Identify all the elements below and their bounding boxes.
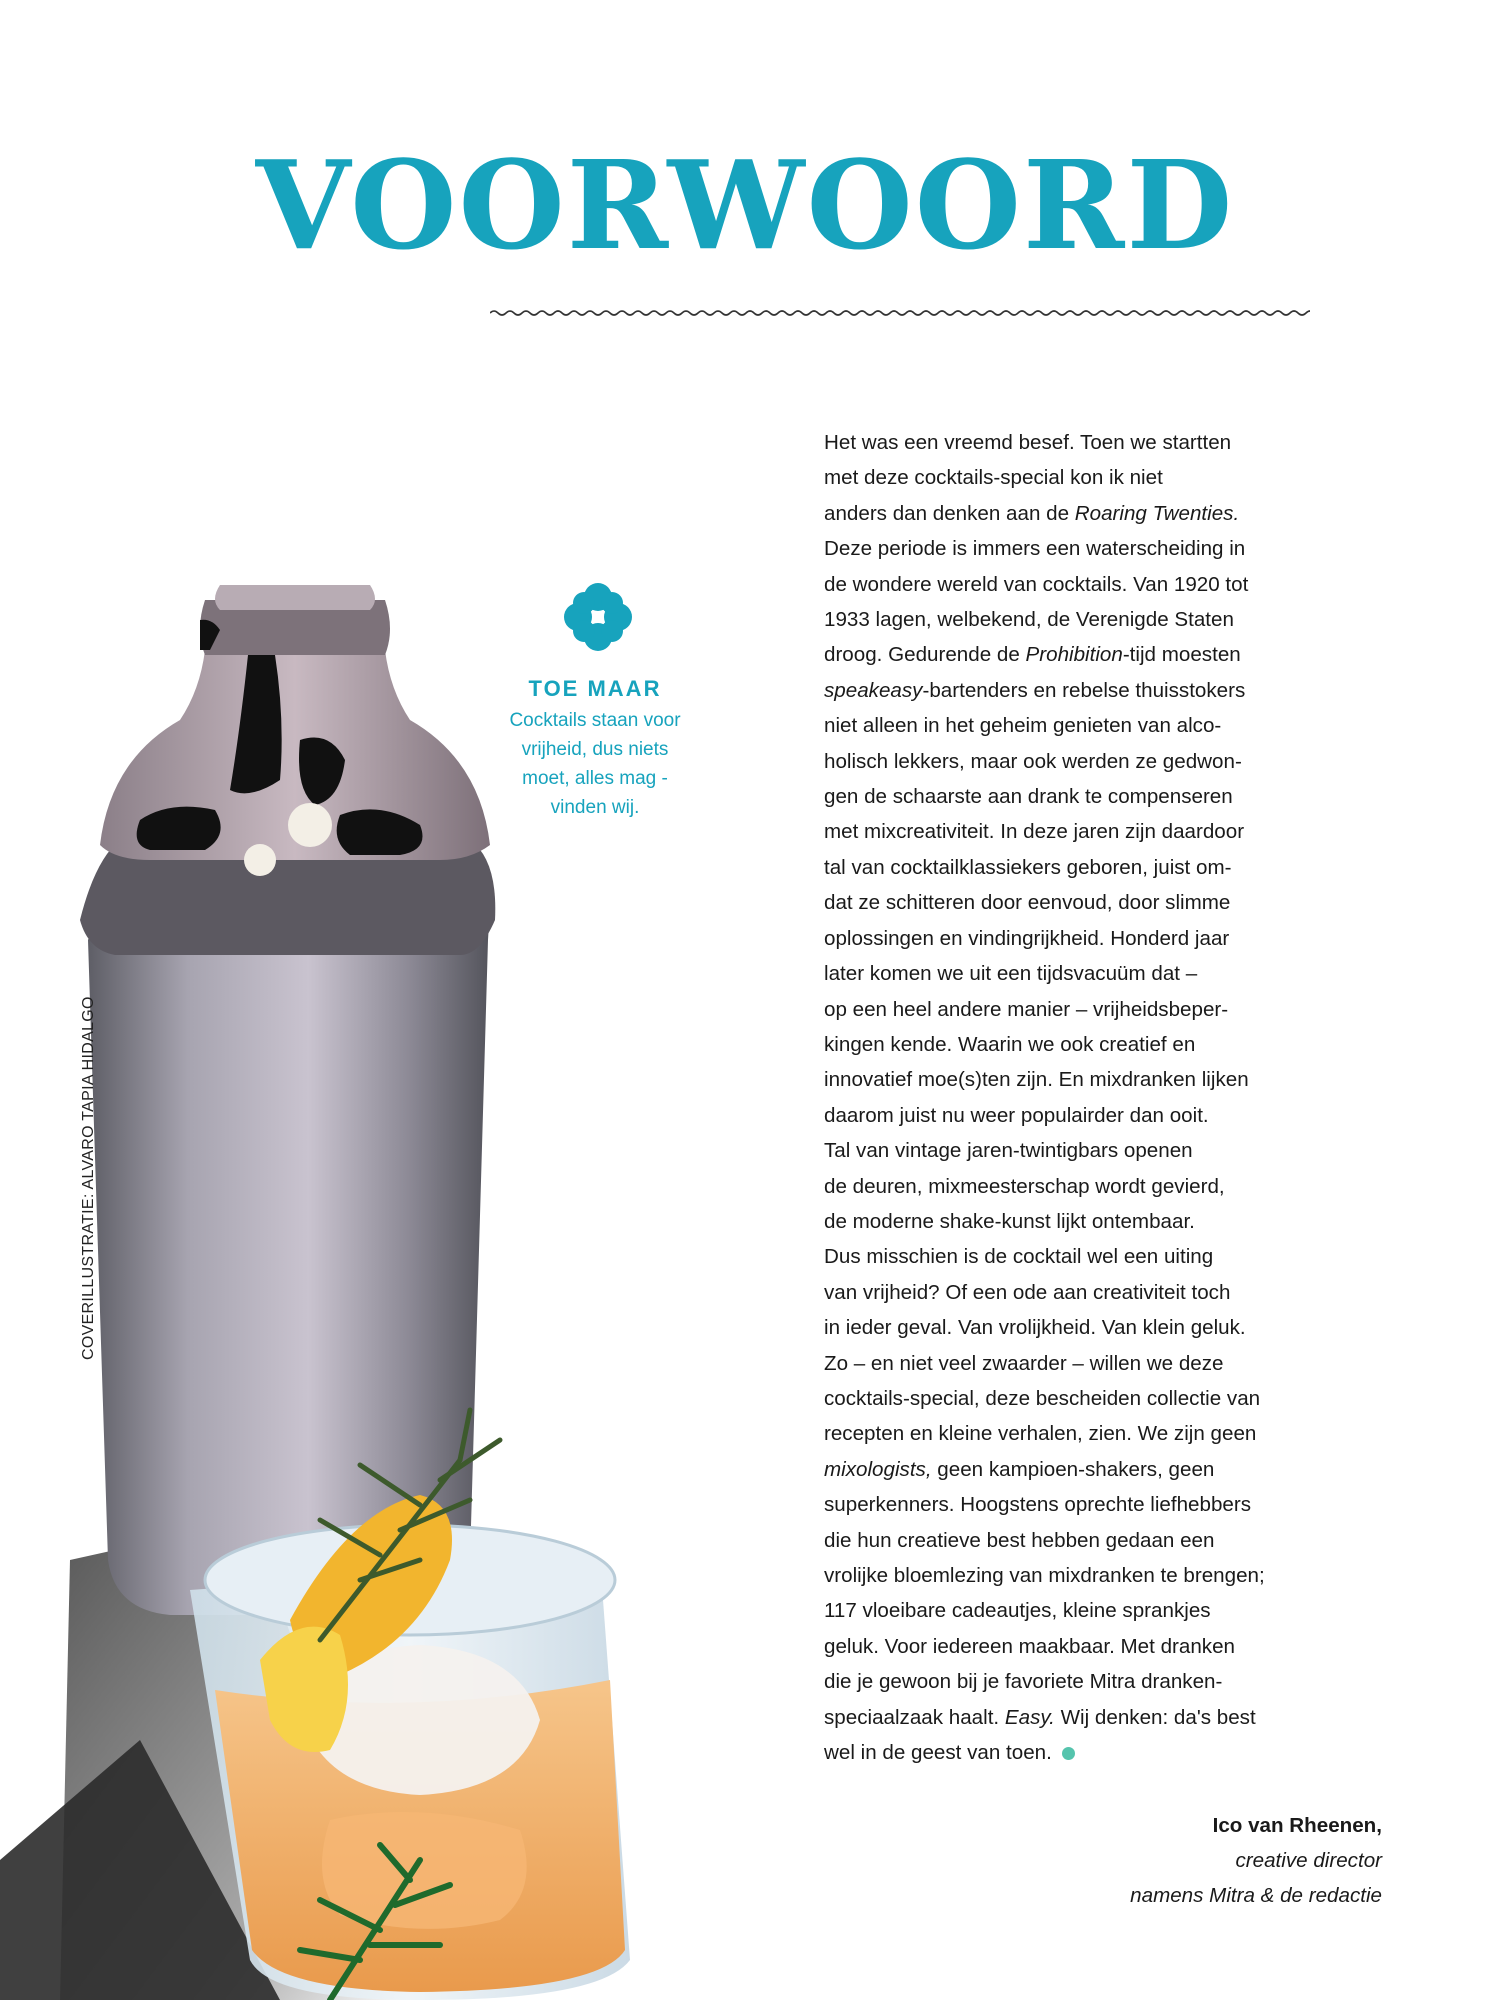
body-line: dat ze schitteren door eenvoud, door slimme (824, 891, 1231, 915)
body-line: mixologists, geen kampioen-shakers, geen (824, 1457, 1215, 1481)
body-line: 117 vloeibare cadeautjes, kleine sprankjes (824, 1599, 1211, 1623)
body-line: anders dan denken aan de Roaring Twenties. (824, 501, 1240, 525)
body-line: in ieder geval. Van vrolijkheid. Van klein geluk. (824, 1316, 1246, 1340)
body-line: die hun creatieve best hebben gedaan een (824, 1528, 1215, 1552)
body-line: de moderne shake-kunst lijkt ontembaar. (824, 1209, 1195, 1233)
end-dot-icon (1062, 1747, 1075, 1760)
body-line: daarom juist nu weer populairder dan ooit. (824, 1103, 1209, 1127)
body-line: Deze periode is immers een waterscheiding in (824, 537, 1246, 561)
body-line: die je gewoon bij je favoriete Mitra dranken- (824, 1670, 1223, 1694)
body-line: de deuren, mixmeesterschap wordt gevierd, (824, 1174, 1225, 1198)
body-line: niet alleen in het geheim genieten van alco- (824, 714, 1222, 738)
body-line: gen de schaarste aan drank te compenseren (824, 785, 1233, 809)
body-line: speakeasy-bartenders en rebelse thuisstokers (824, 678, 1246, 702)
body-line: geluk. Voor iedereen maakbaar. Met dranken (824, 1634, 1235, 1658)
signature-org: namens Mitra & de redactie (1130, 1884, 1382, 1907)
body-line: holisch lekkers, maar ook werden ze gedwon- (824, 749, 1242, 773)
callout-line: vrijheid, dus niets (521, 739, 669, 760)
page-title: VOORWOORD (255, 133, 1235, 277)
body-line: vrolijke bloemlezing van mixdranken te brengen; (824, 1564, 1265, 1587)
body-line: Het was een vreemd besef. Toen we startten (824, 431, 1232, 454)
signature-name: Ico van Rheenen, (1212, 1814, 1382, 1837)
body-line: de wondere wereld van cocktails. Van 1920 tot (824, 572, 1249, 596)
body-line: op een heel andere manier – vrijheidsbeper- (824, 997, 1229, 1021)
body-line: kingen kende. Waarin we ook creatief en (824, 1032, 1196, 1056)
body-line: Zo – en niet veel zwaarder – willen we deze (824, 1351, 1224, 1375)
callout-line: vinden wij. (550, 797, 640, 818)
callout-text (470, 706, 720, 822)
callout (470, 676, 720, 822)
signature (1130, 1808, 1382, 1913)
body-line: Dus misschien is de cocktail wel een uiting (824, 1245, 1214, 1269)
body-line: wel in de geest van toen. (824, 1735, 1384, 1770)
signature-role: creative director (1235, 1849, 1382, 1872)
body-line: innovatief moe(s)ten zijn. En mixdranken lijken (824, 1068, 1249, 1092)
body-line: droog. Gedurende de Prohibition-tijd moesten (824, 643, 1241, 667)
body-line: van vrijheid? Of een ode aan creativiteit toch (824, 1280, 1231, 1304)
body-text (824, 425, 1384, 1770)
body-line: met deze cocktails-special kon ik niet (824, 466, 1163, 490)
body-line: 1933 lagen, welbekend, de Verenigde Staten (824, 608, 1234, 632)
body-line: later komen we uit een tijdsvacuüm dat – (824, 962, 1198, 986)
callout-line: Cocktails staan voor (509, 710, 681, 731)
body-line: cocktails-special, deze bescheiden collectie van (824, 1386, 1261, 1410)
body-line: tal van cocktailklassiekers geboren, juist om- (824, 855, 1232, 879)
body-line: speciaalzaak haalt. Easy. Wij denken: da's best (824, 1705, 1256, 1729)
body-line: Tal van vintage jaren-twintigbars openen (824, 1139, 1193, 1163)
body-line: superkenners. Hoogstens oprechte liefhebbers (824, 1493, 1252, 1517)
callout-line: moet, alles mag - (522, 768, 668, 789)
body-line: met mixcreativiteit. In deze jaren zijn daardoor (824, 820, 1245, 844)
wavy-divider (490, 305, 1310, 321)
body-line: oplossingen en vindingrijkheid. Honderd jaar (824, 926, 1230, 950)
callout-title: TOE MAAR (528, 676, 662, 701)
body-line: recepten en kleine verhalen, zien. We zijn geen (824, 1422, 1257, 1446)
flower-icon (562, 581, 634, 653)
